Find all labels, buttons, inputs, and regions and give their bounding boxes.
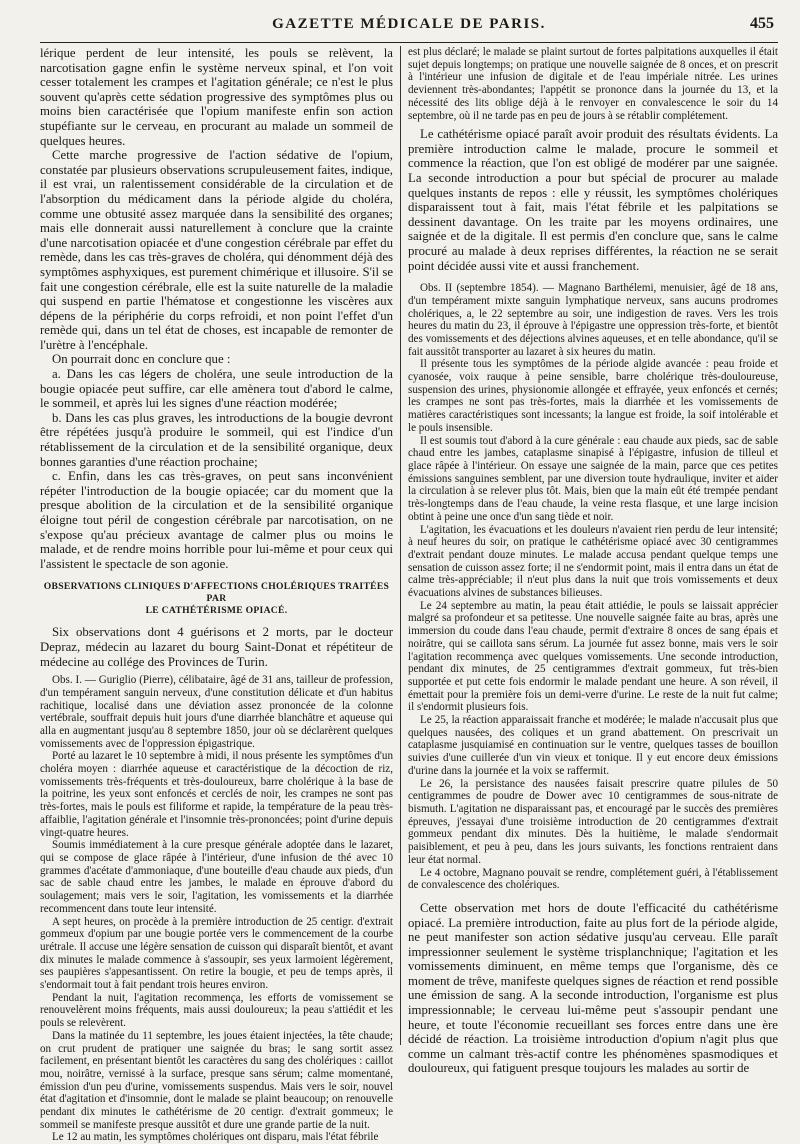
paragraph: L'agitation, les évacuations et les douleurs n'avaient rien perdu de leur intensité; à neuf heures du soir, on pratique le cathétérisme opiacé avec 30 centigrammes d'extrait pendant douze minutes. Le malade accusa pendant quelque temps une sensation de cuisson assez forte; il ne s'endormit point, mais il entra dans un état de calme très-appréciable; il n'eut plus dans la nuit que trois vomissements et deux évacuations alvines de substances bilieuses. bbox=[408, 523, 778, 600]
paragraph: Le 26, la persistance des nausées faisait prescrire quatre pilules de 50 centigrammes de poudre de Dower avec 10 centigrammes de sous-nitrate de bismuth. L'agitation ne disparaissant pas, et encouragé par le succès des premières épreuves, j'essayai d'une troisième introduction de 20 centigrammes d'extrait gommeux pendant dix minutes. Dès la huitième, le malade s'endormait paisiblement, et peu à peu, dans les jours suivants, les fonctions rentraient dans leur état normal. bbox=[408, 777, 778, 866]
left-column bbox=[40, 46, 393, 1144]
observation-1: Obs. I. — Guriglio (Pierre), célibataire, âgé de 31 ans, tailleur de profession, d'un tempérament sanguin nerveux, d'une constitution délicate et d'un habitus rachitique, localisé dans une déviation assez prononcée de la colonne vertébrale, souffrait depuis huit jours d'une diarrhée blanchâtre et aqueuse qui alla en augmentant jusqu'au 8 septembre 1850, jour où se déclarèrent quelques vomissements avec de l'oppression épigastrique. bbox=[40, 674, 393, 750]
paragraph: Le 12 au matin, les symptômes cholériques ont disparu, mais l'état fébrile bbox=[52, 1131, 379, 1144]
paragraph: Le 25, la réaction apparaissait franche et modérée; le malade n'accusait plus que quelques nausées, des coliques et un grand abattement. On prescrivait un cataplasme jusquiamisé en continuation sur le ventre, quelques tasses de bouillon suivies d'une cuillerée d'un vin vieux et tonique. Il y eut encore deux émissions d'urine dans la journée et la voix se raffermit. bbox=[408, 714, 778, 777]
paragraph: Cette marche progressive de l'action sédative de l'opium, constatée par plusieurs observations scrupuleusement faites, indique, il est vrai, un ralentissement considérable de la circulation et de l'absorption du médicament dans la période algide du choléra, comme une obtusité assez marquée dans la sensibilité des organes; mais elle donnerait aussi naturellement à conclure que la crainte d'une narcotisation opiacée et d'une congestion cérébrale par effet du remède, dans les cas très-graves de choléra, qui dénomment déjà des symptômes asphyxiques, est purement chimérique et illusoire. S'il se fait une congestion cérébrale, elle est la suite naturelle de la maladie qui suspend en partie l'hématose et congestionne les viscères aux dépens de la périphérie du corps refroidi, et non point l'effet d'un remède qui, dans un tel état de choses, est incapable de remonter de l'urètre à l'encéphale. bbox=[40, 148, 393, 352]
paragraph: Le 4 octobre, Magnano pouvait se rendre, complétement guéri, à l'établissement de convalescence des cholériques. bbox=[408, 866, 778, 892]
paragraph: Il présente tous les symptômes de la période algide avancée : peau froide et cyanosée, voix rauque à peine sensible, barre cholérique très-douloureuse, suspension des urines, physionomie allongée et effrayée, yeux enfoncés et cernés; les crampes ne sont pas très-fortes, mais la diarrhée et les vomissements de matières caractéristiques sont incessants; la langue est froide, la soif intolérable et le pouls insensible. bbox=[408, 358, 778, 434]
paragraph: Pendant la nuit, l'agitation recommença, les efforts de vomissement se renouvelèrent moins fréquents, mais aussi douloureux; la peau s'attiédit et les pouls se relevèrent. bbox=[40, 991, 393, 1030]
paragraph: Il est soumis tout d'abord à la cure générale : eau chaude aux pieds, sac de sable chaud entre les jambes, cataplasme sinapisé à l'épigastre, infusion de tilleul et glace râpée à l'intérieur. On essaye une saignée de la main, parce que ces petites émissions sanguines semblent, par une diversion toute hydraulique, inviter et aider la circulation à se relever plus tôt. Mais, bien que la main eût été trempée pendant très-longtemps dans de l'eau chaude, la veine resta flasque, et une large incision obtint à peine une once d'un sang tiède et noir. bbox=[408, 434, 778, 523]
section-heading-line-1: OBSERVATIONS CLINIQUES D'AFFECTIONS CHOLÉRIQUES TRAITÉES PAR bbox=[43, 581, 390, 605]
section-heading-line-2: LE CATHÉTÉRISME OPIACÉ. bbox=[145, 605, 288, 617]
paragraph: A sept heures, on procède à la première introduction de 25 centigr. d'extrait gommeux d'opium par une bougie portée vers le commencement de la courbe urétrale. Il accuse une légère sensation de cuisson qui disparaît bientôt, et avant dix minutes le malade commence à s'assoupir, ses yeux larmoient légèrement, ses paupières s'appesantissent. On retire la bougie, et peu de temps après, il s'endormait tout à fait pendant trois heures environ. bbox=[40, 915, 393, 992]
observation-2: Obs. II (septembre 1854). — Magnano Barthélemi, menuisier, âgé de 18 ans, d'un tempérament mixte sanguin lymphatique nerveux, sans aucuns prodromes cholériques, a, le 22 septembre au soir, une indigestion de raves. Vers les trois heures du matin du 23, il éprouve à l'épigastre une oppression très-forte, et bientôt des vomissements et des déjections alvines aqueuses, et en telle abondance, qu'il se fait aussitôt transporter au lazaret à six heures du matin. bbox=[408, 282, 778, 358]
paragraph: Le cathétérisme opiacé paraît avoir produit des résultats évidents. La première introduction calme le malade, procure le sommeil et commence la réaction, que l'on est obligé de modérer par une saignée. La seconde introduction a pour but spécial de procurer au malade quelques instants de repos : elle y réussit, les symptômes cholériques disparaissent tout à fait, mais l'état fébrile et les palpitations se dessinent davantage. On les traite par les moyens ordinaires, une saignée et de la digitale. Il est permis d'en conclure que, sans le calme procuré au malade à deux reprises différentes, la réaction ne se serait point décidée aussi vite et aussi franchement. bbox=[408, 127, 778, 273]
conclusion-b: b. Dans les cas plus graves, les introductions de la bougie devront être répétées jusqu'à produire le sommeil, qui est l'indice d'un rétablissement de la circulation et de la sensibilité organique, deux bonnes garanties d'une réaction prochaine; bbox=[40, 410, 393, 469]
section-heading bbox=[40, 581, 393, 617]
paragraph: est plus déclaré; le malade se plaint surtout de fortes palpitations auxquelles il était sujet depuis longtemps; on pratique une nouvelle saignée de 8 onces, et on prescrit à l'intérieur une infusion de digitale et de l'eau impériale nitrée. Les urines deviennent très-abondantes; l'appétit se prononce dans la journée du 13, et la nécessité des lits oblige déjà à le renvoyer en convalescence le soir du 14 septembre, où il ne tarde pas en peu de jours à se rétablir complétement. bbox=[408, 46, 778, 122]
section-intro: Six observations dont 4 guérisons et 2 morts, par le docteur Depraz, médecin au lazaret du bourg Saint-Donat et répétiteur de médecine au collége des Provinces de Turin. bbox=[40, 625, 393, 669]
right-column bbox=[408, 46, 778, 1076]
paragraph: Dans la matinée du 11 septembre, les joues étaient injectées, la tête chaude; on crut prudent de pratiquer une saignée du bras; le sang sortit assez facilement, en présentant bientôt les caractères du sang des cholériques : caillot mou, noirâtre, vernissé à la surface, presque sans sérum; calme momentané, émission d'un peu d'urine, vomissements suspendus. Mais vers le soir, nouvel état d'agitation et d'insomnie, dont le malade se plaint beaucoup; on renouvelle pendant dix minutes le cathétérisme de 20 centigr. d'extrait gommeux; le sommeil se manifeste presque aussitôt et dure une grande partie de la nuit. bbox=[40, 1029, 393, 1131]
conclusion-c: c. Enfin, dans les cas très-graves, on peut sans inconvénient répéter l'introduction de la bougie opiacée; car du moment que la presque abolition de la circulation et de la sensibilité organique éloigne tout péril de congestion cérébrale par narcotisation, on ne s'expose qu'au précieux avantage de calmer plus ou moins le malade, et de rendre moins horrible pour lui-même et pour ceux qui l'assistent le spectacle de son agonie. bbox=[40, 469, 393, 571]
journal-title: GAZETTE MÉDICALE DE PARIS. bbox=[272, 16, 546, 32]
page-number: 455 bbox=[750, 15, 774, 32]
paragraph: Cette observation met hors de doute l'efficacité du cathétérisme opiacé. La première introduction, faite au plus fort de la période algide, ne peut manifester son action sédative jusqu'au cerveau. Elle paraît impressionner seulement le système trisplanchnique; l'agitation et les vomissements diminuent, en même temps que l'organisme, dès ce moment de trêve, manifeste quelques signes de réaction et rend possible une émission de sang. A la seconde introduction, l'organisme est plus impressionnable; le cerveau lui-même peut s'assoupir pendant une heure, et toute l'économie recueillant ses forces entre dans une ère décidé de réaction. La troisième introduction d'opium n'agit plus que comme un calmant très-actif contre les phénomènes spasmodiques et douloureux, qui fatiguent presque toujours les malades au sortir de bbox=[408, 900, 778, 1076]
paragraph: Le 24 septembre au matin, la peau était attiédie, le pouls se laissait apprécier malgré sa profondeur et sa petitesse. Une nouvelle saignée faite au bras, après une immersion du coude dans l'eau chaude, permit d'extraire 8 onces de sang épais et noirâtre, qui se caillota sans sérum. La journée fut assez bonne, mais vers le soir l'agitation recommença avec quelques vomissements. Une seconde introduction, pendant dix minutes, de 25 centigrammes d'extrait gommeux, fut très-bien supportée et put cette fois endormir le malade pendant une heure. A son réveil, il émettait pour la première fois un demi-verre d'urine. Le reste de la nuit fut calme; il s'endormit plusieurs fois. bbox=[408, 599, 778, 714]
paragraph: On pourrait donc en conclure que : bbox=[52, 352, 231, 367]
page-header bbox=[40, 10, 778, 43]
paragraph: Porté au lazaret le 10 septembre à midi, il nous présente les symptômes d'un choléra moyen : diarrhée aqueuse et caractéristique de la décoction de riz, vomissements très-fréquents et très-douloureux, barre cholérique à la base de la poitrine, les yeux sont enfoncés et cerclés de noir, les crampes ne sont pas très-fortes, mais le pouls est filiforme et rapide, la température de la peau très-affaiblie, l'agitation générale et l'insomnie très-prononcées; point d'urine depuis vingt-quatre heures. bbox=[40, 750, 393, 839]
paragraph: Soumis immédiatement à la cure presque générale adoptée dans le lazaret, qui se compose de glace râpée à l'intérieur, d'une infusion de thé avec 10 grammes d'acétate d'ammoniaque, d'une bouteille d'eau chaude aux pieds, d'un sac de sable chaud entre les jambes, le malade en éprouve d'abord du soulagement; mais vers le soir, l'agitation, les vomissements et la diarrhée recommencent dans toute leur intensité. bbox=[40, 839, 393, 915]
conclusion-a: a. Dans les cas légers de choléra, une seule introduction de la bougie opiacée peut suffire, car elle amènera tout d'abord le calme, le sommeil, et après lui les signes d'une réaction modérée; bbox=[40, 367, 393, 411]
paragraph: lérique perdent de leur intensité, les pouls se relèvent, la narcotisation gagne enfin le système nerveux spinal, et l'on voit cesser totalement les crampes et l'agitation générale; ce n'est le plus souvent qu'après cette sédation progressive des symptômes plus ou moins bien caractérisée que l'opium manifeste enfin son action stupéfiante sur le cerveau, en procurant au malade un sommeil de quelques heures. bbox=[40, 46, 393, 148]
column-divider bbox=[400, 46, 401, 1045]
